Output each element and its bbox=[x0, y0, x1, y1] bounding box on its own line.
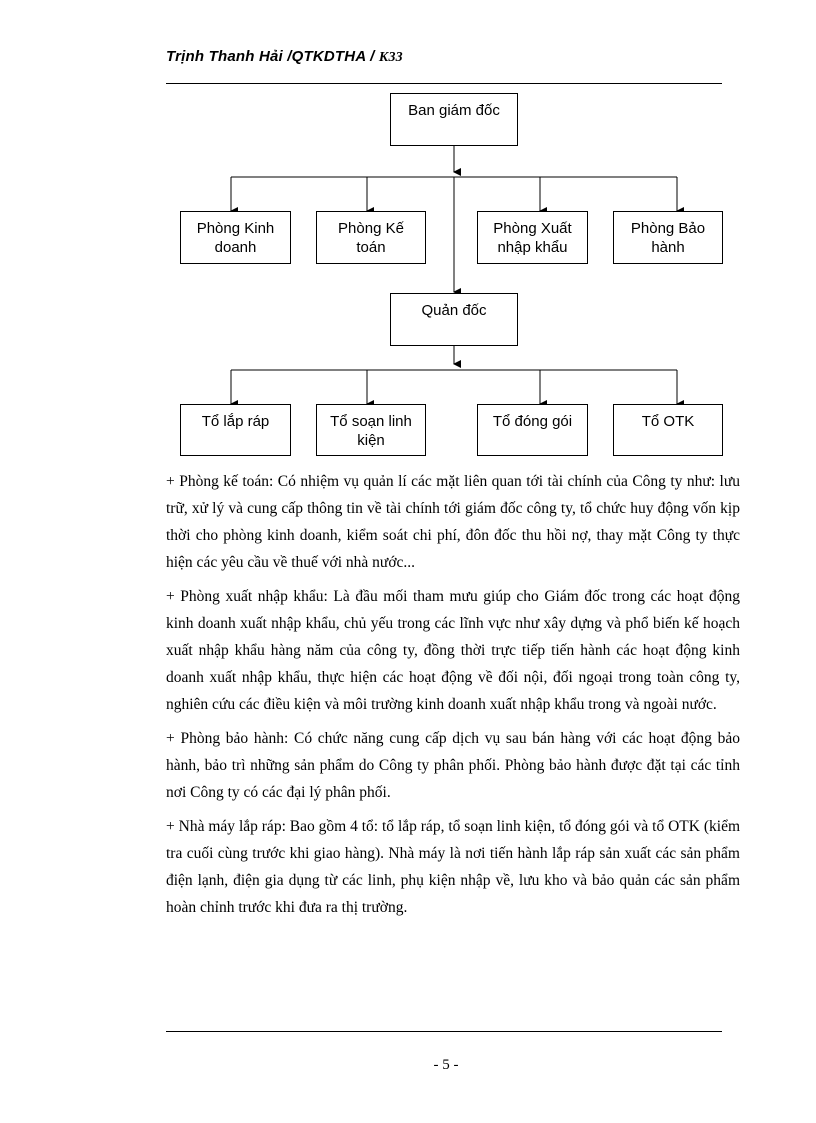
box-dept-warranty-label: Phòng Bảo hành bbox=[630, 220, 706, 256]
box-team-otk-label: Tổ OTK bbox=[641, 413, 695, 430]
box-dept-sales-label: Phòng Kinh doanh bbox=[196, 220, 275, 256]
box-team-assembly bbox=[180, 404, 291, 456]
box-dept-import-export bbox=[477, 211, 588, 264]
paragraph-import-export: + Phòng xuất nhập khẩu: Là đầu mối tham mưu giúp cho Giám đốc trong các hoạt động kinh doanh xuất nhập khẩu, chủ yếu trong các lĩnh vực như xây dựng và phổ biến kế hoạch xuất nhập khẩu hàng năm của công ty, đồng thời trực tiếp tiến hành các hoạt động kinh doanh xuất nhập khẩu, thực hiện các hoạt động về đối nội, đối ngoại trong toàn công ty, nghiên cứu các điều kiện và môi trường kinh doanh xuất nhập khẩu trong và ngoài nước. bbox=[166, 588, 740, 713]
box-foreman-label: Quản đốc bbox=[421, 302, 487, 319]
box-team-assembly-label: Tổ lắp ráp bbox=[201, 413, 270, 430]
footer-rule bbox=[166, 1031, 722, 1032]
page-number: - 5 - bbox=[433, 1057, 459, 1073]
header-author: Trịnh Thanh Hải /QTKDTHA / bbox=[166, 48, 375, 65]
box-team-components bbox=[316, 404, 426, 456]
box-board-label: Ban giám đốc bbox=[408, 102, 500, 119]
box-team-packing-label: Tổ đóng gói bbox=[492, 413, 573, 430]
paragraph-warranty: + Phòng bảo hành: Có chức năng cung cấp dịch vụ sau bán hàng với các hoạt động bảo hành, bảo trì những sản phẩm do Công ty phân phối. Phòng bảo hành được đặt tại các tỉnh nơi Công ty có các đại lý phân phối. bbox=[166, 730, 740, 801]
box-dept-sales bbox=[180, 211, 291, 264]
box-dept-accounting bbox=[316, 211, 426, 264]
header-class-code: K33 bbox=[378, 50, 403, 65]
paragraph-accounting: + Phòng kế toán: Có nhiệm vụ quản lí các mặt liên quan tới tài chính của Công ty như: lưu trữ, xử lý và cung cấp thông tin về tài chính tới giám đốc công ty, tổ chức huy động vốn kịp thời cho phòng kinh doanh, kiểm soát chi phí, đôn đốc thu hồi nợ, thay mặt Công ty thực hiện các yêu cầu về thuế với nhà nước... bbox=[166, 473, 740, 571]
box-team-components-label: Tổ soạn linh kiện bbox=[330, 413, 412, 449]
box-board bbox=[390, 93, 518, 146]
box-dept-import-export-label: Phòng Xuất nhập khẩu bbox=[493, 220, 572, 256]
paragraph-assembly-plant: + Nhà máy lắp ráp: Bao gồm 4 tổ: tổ lắp ráp, tổ soạn linh kiện, tổ đóng gói và tổ OTK (kiểm tra cuối cùng trước khi giao hàng). Nhà máy là nơi tiến hành lắp ráp sản xuất các sản phẩm điện lạnh, điện gia dụng từ các linh, phụ kiện nhập về, lưu kho và bảo quản các sản phẩm hoàn chỉnh trước khi đưa ra thị trường. bbox=[166, 818, 740, 916]
box-team-otk bbox=[613, 404, 723, 456]
box-foreman bbox=[390, 293, 518, 346]
box-team-packing bbox=[477, 404, 588, 456]
box-dept-warranty bbox=[613, 211, 723, 264]
box-dept-accounting-label: Phòng Kế toán bbox=[338, 220, 404, 256]
body-text bbox=[166, 468, 740, 928]
